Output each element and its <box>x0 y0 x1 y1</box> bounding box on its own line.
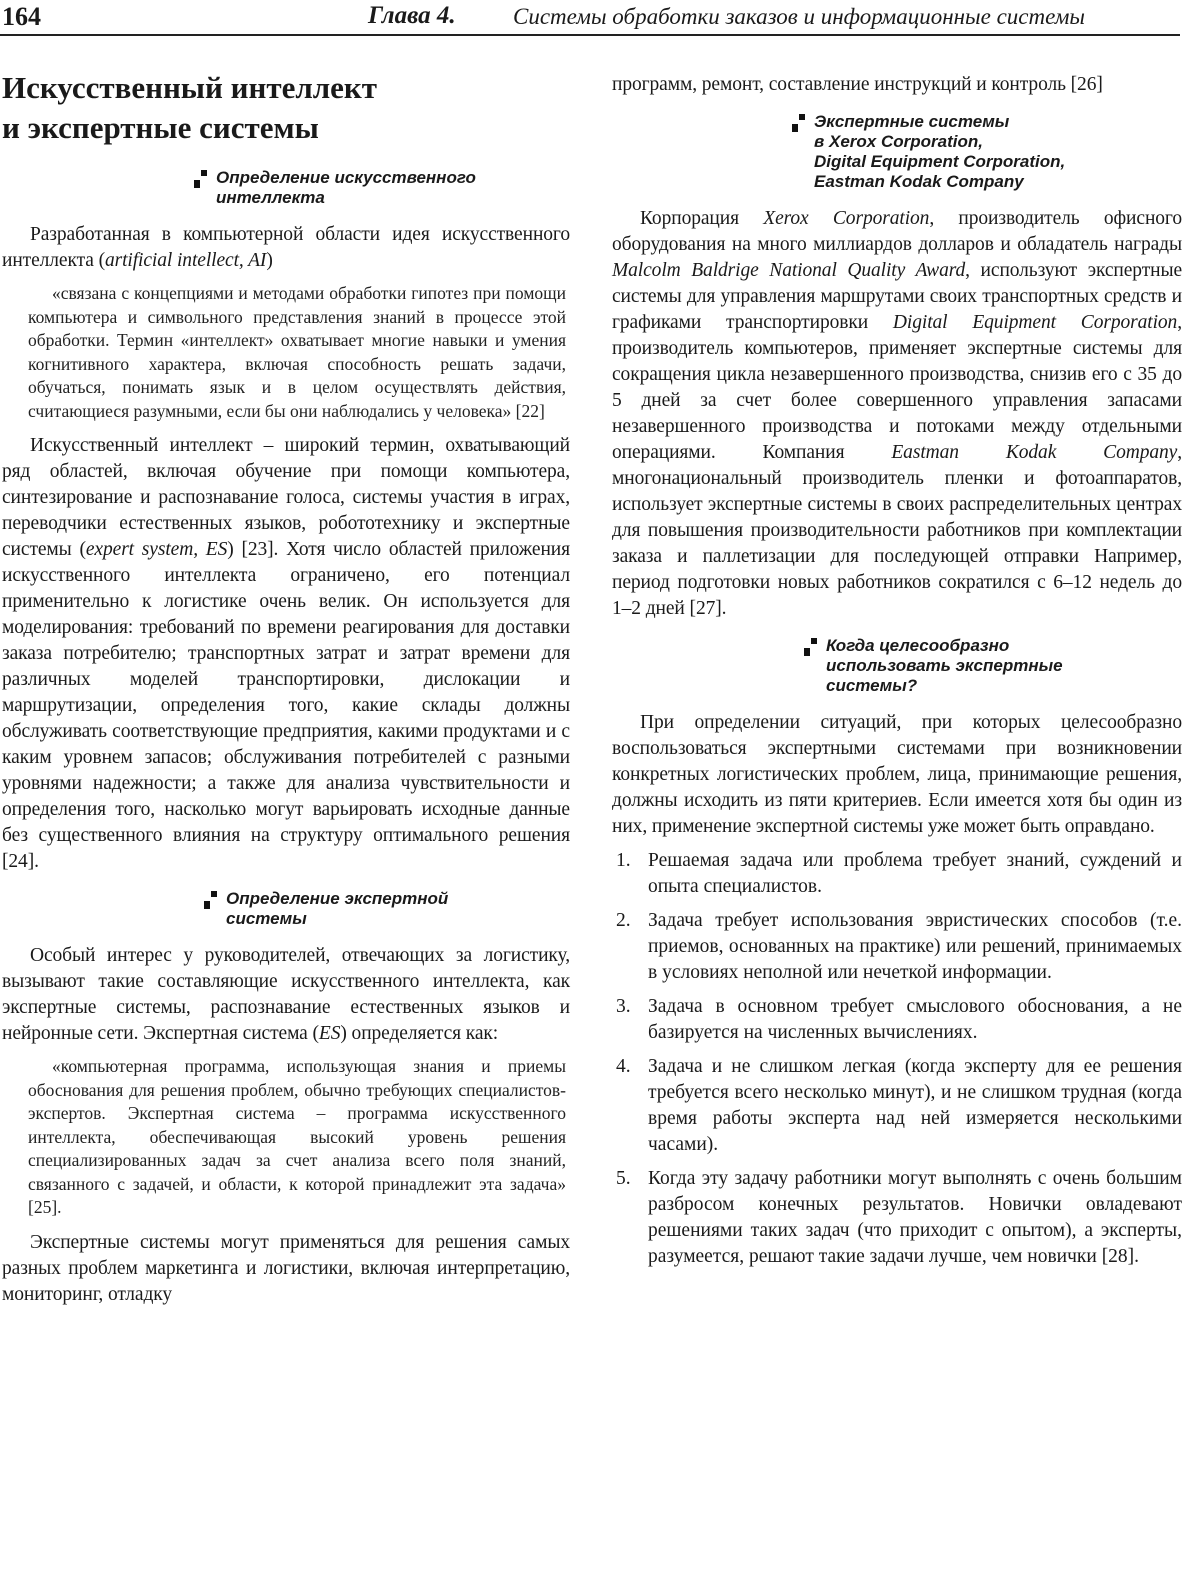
criteria-item <box>612 848 1182 900</box>
subhead-line: Когда целесообразно <box>826 636 1010 655</box>
term-es-short: ES <box>318 1023 341 1044</box>
criteria-number: 5. <box>616 1168 631 1189</box>
criteria-number: 2. <box>616 910 631 931</box>
criteria-number: 4. <box>616 1056 631 1077</box>
criteria-text: Когда эту задачу работники могут выполнять с очень большим разбросом конечных результатов. Новички овладевают решениями таких задач (что приходит с опытом), а эксперты, разумеется, решают такие задачи лучше, чем новички [28]. <box>648 1168 1182 1267</box>
paragraph <box>2 222 570 274</box>
criteria-text: Задача и не слишком легкая (когда эксперту для ее решения требуется всего несколько минут), и не слишком трудная (когда время работы эксперта над ней измеряется несколькими часами). <box>648 1056 1182 1155</box>
paragraph-text: Особый интерес у руководителей, отвечающих за логистику, вызывают такие составляющие искусственного интеллекта, как экспертные системы, распознавание естественных языков и нейронные сети. Экспертная система ( <box>2 945 570 1044</box>
section-title <box>2 68 570 148</box>
chapter-title: Системы обработки заказов и информационные системы <box>513 4 1086 29</box>
paragraph <box>2 433 570 875</box>
paragraph-text: Разработанная в компьютерной области идея искусственного интеллекта ( <box>2 224 570 271</box>
running-head <box>0 0 1180 36</box>
paragraph-text: , многонациональный производитель пленки и фотоаппаратов, использует экспертные системы в своих распределительных центрах для повышения производительности работников при комплектации заказа и паллетизации для последующей отправки Например, период подготовки новых работников сократился с 6–12 недель до 1–2 дней [27]. <box>612 442 1183 619</box>
award-name: Malcolm Baldrige National Quality Award <box>612 260 966 281</box>
quote-es-definition: «компьютерная программа, использующая знания и приемы обоснования для решения проблем, обычно требующих специалистов-экспертов. Экспертная система – программа искусственного интеллекта, обеспечивающая высокий уровень решения специализированных задач за счет анализа всего поля знаний, связанного с задачей, и области, к которой принадлежит эта задача» [25]. <box>28 1056 566 1217</box>
paragraph-text: Корпорация <box>640 208 764 229</box>
criteria-item <box>612 908 1182 986</box>
subhead-es-definition <box>2 889 570 929</box>
term-es: expert system, ES <box>85 539 228 560</box>
subhead-ai-definition <box>2 168 570 208</box>
term-ai: artificial intellect, AI <box>104 250 267 271</box>
criteria-text: Задача в основном требует смыслового обоснования, а не базируется на численных вычислениях. <box>648 996 1182 1043</box>
section-marker-icon <box>194 170 208 188</box>
paragraph-text: ) <box>266 250 273 271</box>
subhead-line: интеллекта <box>216 188 325 207</box>
paragraph <box>2 943 570 1047</box>
section-marker-icon <box>204 891 218 909</box>
subhead-line: Определение экспертной <box>226 889 449 908</box>
paragraph-text: , производитель офисного оборудования на много миллиардов долларов и обладатель награды <box>612 208 1182 255</box>
section-marker-icon <box>804 638 818 656</box>
paragraph-text: , используют экспертные системы для управления маршрутами своих транспортных средств и графиками транспортировки <box>612 260 1183 333</box>
company-kodak: Eastman Kodak Company <box>891 442 1178 463</box>
subhead-line: Экспертные системы <box>814 112 1010 131</box>
section-title-line2: и экспертные системы <box>2 110 319 145</box>
subhead-companies <box>612 112 1182 192</box>
company-xerox: Xerox Corporation <box>763 208 930 229</box>
criteria-number: 3. <box>616 996 631 1017</box>
criteria-item <box>612 1166 1182 1270</box>
paragraph <box>612 206 1182 622</box>
right-column <box>612 72 1182 1278</box>
paragraph-continued: программ, ремонт, составление инструкций и контроль [26] <box>612 74 1103 95</box>
chapter-label: Глава 4. <box>368 2 456 29</box>
subhead-line: Digital Equipment Corporation, <box>814 152 1066 171</box>
paragraph-text: ) [23]. Хотя число областей приложения искусственного интеллекта ограничено, его потенциал применительно к логистике очень велик. Он используется для моделирования: требований по времени реагирования для доставки заказа потребителю; транспортных затрат и затрат времени для различных моделей транспортировки, дислокации и маршрутизации, определения того, какие склады должны обслуживать соответствующие предприятия, какими продуктами и с каким уровнем запасов; обслуживания потребителей с разными уровнями надежности; а также для анализа чувствительности и определения того, насколько могут варьировать исходные данные без существенного влияния на структуру оптимального решения [24]. <box>2 539 570 872</box>
section-title-line1: Искусственный интеллект <box>2 70 377 105</box>
paragraph-text: Искусственный интеллект – широкий термин, охватывающий ряд областей, включая обучение при помощи компьютера, синтезирование и распознавание голоса, системы участия в играх, переводчики естественных языков, робототехнику и экспертные системы ( <box>2 435 570 560</box>
paragraph-text: ) определяется как: <box>340 1023 499 1044</box>
subhead-line: системы <box>226 909 307 928</box>
criteria-item <box>612 1054 1182 1158</box>
criteria-text: Задача требует использования эвристических способов (т.е. приемов, основанных на практике) или решений, принимаемых в условиях неполной или нечеткой информации. <box>648 910 1182 983</box>
subhead-line: системы? <box>826 676 918 695</box>
subhead-line: в Xerox Corporation, <box>814 132 983 151</box>
subhead-when <box>612 636 1182 696</box>
criteria-item <box>612 994 1182 1046</box>
company-dec: Digital Equipment Corporation <box>892 312 1178 333</box>
paragraph: При определении ситуаций, при которых целесообразно воспользоваться экспертными системами при возникновении конкретных логистических проблем, лица, принимающие решения, должны исходить из пяти критериев. Если имеется хотя бы один из них, применение экспертной системы уже может быть оправдано. <box>612 712 1182 837</box>
criteria-number: 1. <box>616 850 631 871</box>
section-marker-icon <box>792 114 806 132</box>
paragraph-text: , производитель компьютеров, применяет экспертные системы для сокращения цикла незавершенного производства, снизив его с 35 до 5 дней за счет более совершенного управления запасами незавершенного производства и потоками между отдельными операциями. Компания <box>612 312 1182 463</box>
quote-ai-definition: «связана с концепциями и методами обработки гипотез при помощи компьютера и символьного представления знаний в процессе этой обработки. Термин «интеллект» охватывает многие навыки и умения когнитивного характера, включая способность решать задачи, обучаться, понимать язык и в целом осуществлять действия, считающиеся разумными, если бы они наблюдались у человека» [22] <box>28 283 566 421</box>
subhead-line: Определение искусственного <box>216 168 476 187</box>
subhead-line: Eastman Kodak Company <box>814 172 1024 191</box>
left-column <box>2 60 570 1316</box>
criteria-text: Решаемая задача или проблема требует знаний, суждений и опыта специалистов. <box>648 850 1182 897</box>
criteria-list <box>612 848 1182 1270</box>
subhead-line: использовать экспертные <box>826 656 1063 675</box>
paragraph: Экспертные системы могут применяться для решения самых разных проблем маркетинга и логистики, включая интерпретацию, мониторинг, отладку <box>2 1231 570 1305</box>
page-number: 164 <box>2 2 41 31</box>
